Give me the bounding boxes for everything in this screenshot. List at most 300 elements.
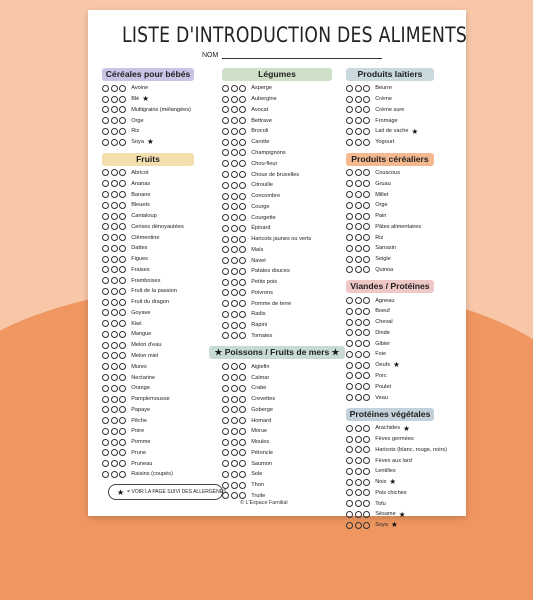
try-checkbox-2[interactable]: [111, 439, 118, 446]
try-checkbox-2[interactable]: [355, 394, 362, 401]
try-checkbox-3[interactable]: [363, 85, 370, 92]
try-checkbox-3[interactable]: [119, 396, 126, 403]
try-checkbox-2[interactable]: [231, 471, 238, 478]
try-checkbox-3[interactable]: [363, 329, 370, 336]
try-checkbox-1[interactable]: [346, 468, 353, 475]
try-checkbox-2[interactable]: [355, 372, 362, 379]
try-checkbox-2[interactable]: [355, 468, 362, 475]
try-checkbox-1[interactable]: [346, 446, 353, 453]
try-checkbox-1[interactable]: [102, 417, 109, 424]
try-checkbox-3[interactable]: [239, 149, 246, 156]
try-checkbox-3[interactable]: [363, 340, 370, 347]
try-checkbox-2[interactable]: [111, 191, 118, 198]
try-checkbox-2[interactable]: [355, 223, 362, 230]
try-checkbox-3[interactable]: [119, 266, 126, 273]
try-checkbox-3[interactable]: [239, 279, 246, 286]
try-checkbox-1[interactable]: [346, 169, 353, 176]
try-checkbox-1[interactable]: [222, 322, 229, 329]
try-checkbox-3[interactable]: [363, 319, 370, 326]
try-checkbox-3[interactable]: [119, 213, 126, 220]
try-checkbox-2[interactable]: [111, 266, 118, 273]
try-checkbox-1[interactable]: [346, 457, 353, 464]
try-checkbox-2[interactable]: [111, 460, 118, 467]
try-checkbox-3[interactable]: [363, 425, 370, 432]
try-checkbox-3[interactable]: [363, 96, 370, 103]
try-checkbox-2[interactable]: [111, 363, 118, 370]
try-checkbox-1[interactable]: [102, 234, 109, 241]
try-checkbox-3[interactable]: [119, 385, 126, 392]
try-checkbox-1[interactable]: [222, 417, 229, 424]
try-checkbox-1[interactable]: [102, 245, 109, 252]
try-checkbox-2[interactable]: [231, 396, 238, 403]
try-checkbox-1[interactable]: [222, 236, 229, 243]
try-checkbox-3[interactable]: [239, 160, 246, 167]
try-checkbox-2[interactable]: [355, 446, 362, 453]
try-checkbox-3[interactable]: [119, 256, 126, 263]
try-checkbox-3[interactable]: [119, 106, 126, 113]
try-checkbox-1[interactable]: [102, 449, 109, 456]
try-checkbox-3[interactable]: [363, 245, 370, 252]
try-checkbox-3[interactable]: [119, 428, 126, 435]
try-checkbox-3[interactable]: [119, 449, 126, 456]
try-checkbox-2[interactable]: [355, 383, 362, 390]
try-checkbox-1[interactable]: [222, 428, 229, 435]
try-checkbox-3[interactable]: [119, 245, 126, 252]
try-checkbox-1[interactable]: [346, 234, 353, 241]
try-checkbox-3[interactable]: [119, 180, 126, 187]
try-checkbox-2[interactable]: [111, 299, 118, 306]
try-checkbox-3[interactable]: [119, 202, 126, 209]
try-checkbox-1[interactable]: [102, 460, 109, 467]
try-checkbox-3[interactable]: [119, 406, 126, 413]
try-checkbox-3[interactable]: [239, 214, 246, 221]
try-checkbox-2[interactable]: [355, 234, 362, 241]
try-checkbox-1[interactable]: [222, 225, 229, 232]
try-checkbox-3[interactable]: [119, 117, 126, 124]
try-checkbox-2[interactable]: [111, 385, 118, 392]
try-checkbox-1[interactable]: [222, 160, 229, 167]
try-checkbox-2[interactable]: [231, 279, 238, 286]
try-checkbox-2[interactable]: [355, 425, 362, 432]
try-checkbox-2[interactable]: [231, 322, 238, 329]
try-checkbox-1[interactable]: [222, 396, 229, 403]
try-checkbox-3[interactable]: [363, 213, 370, 220]
try-checkbox-1[interactable]: [102, 374, 109, 381]
try-checkbox-2[interactable]: [111, 352, 118, 359]
try-checkbox-1[interactable]: [346, 500, 353, 507]
try-checkbox-1[interactable]: [102, 352, 109, 359]
try-checkbox-3[interactable]: [363, 362, 370, 369]
try-checkbox-1[interactable]: [346, 85, 353, 92]
try-checkbox-2[interactable]: [231, 385, 238, 392]
try-checkbox-1[interactable]: [222, 460, 229, 467]
try-checkbox-3[interactable]: [119, 309, 126, 316]
try-checkbox-1[interactable]: [102, 309, 109, 316]
try-checkbox-3[interactable]: [119, 169, 126, 176]
try-checkbox-1[interactable]: [346, 308, 353, 315]
try-checkbox-2[interactable]: [355, 329, 362, 336]
try-checkbox-1[interactable]: [222, 268, 229, 275]
try-checkbox-1[interactable]: [222, 449, 229, 456]
try-checkbox-1[interactable]: [222, 332, 229, 339]
try-checkbox-3[interactable]: [363, 468, 370, 475]
try-checkbox-3[interactable]: [239, 471, 246, 478]
try-checkbox-3[interactable]: [119, 320, 126, 327]
try-checkbox-2[interactable]: [111, 320, 118, 327]
try-checkbox-3[interactable]: [239, 106, 246, 113]
try-checkbox-1[interactable]: [346, 180, 353, 187]
try-checkbox-3[interactable]: [239, 428, 246, 435]
try-checkbox-2[interactable]: [231, 117, 238, 124]
try-checkbox-3[interactable]: [363, 202, 370, 209]
try-checkbox-3[interactable]: [363, 383, 370, 390]
try-checkbox-3[interactable]: [239, 289, 246, 296]
try-checkbox-2[interactable]: [355, 266, 362, 273]
try-checkbox-2[interactable]: [111, 106, 118, 113]
try-checkbox-1[interactable]: [102, 139, 109, 146]
try-checkbox-3[interactable]: [363, 489, 370, 496]
try-checkbox-2[interactable]: [231, 428, 238, 435]
try-checkbox-2[interactable]: [111, 180, 118, 187]
try-checkbox-3[interactable]: [363, 180, 370, 187]
try-checkbox-2[interactable]: [231, 406, 238, 413]
try-checkbox-2[interactable]: [111, 288, 118, 295]
try-checkbox-2[interactable]: [111, 417, 118, 424]
try-checkbox-2[interactable]: [231, 225, 238, 232]
try-checkbox-2[interactable]: [355, 106, 362, 113]
try-checkbox-3[interactable]: [239, 300, 246, 307]
try-checkbox-1[interactable]: [222, 182, 229, 189]
try-checkbox-2[interactable]: [355, 522, 362, 529]
try-checkbox-3[interactable]: [239, 117, 246, 124]
try-checkbox-1[interactable]: [222, 117, 229, 124]
try-checkbox-1[interactable]: [102, 396, 109, 403]
try-checkbox-1[interactable]: [222, 214, 229, 221]
try-checkbox-1[interactable]: [102, 299, 109, 306]
try-checkbox-2[interactable]: [231, 236, 238, 243]
try-checkbox-2[interactable]: [355, 479, 362, 486]
try-checkbox-1[interactable]: [102, 277, 109, 284]
try-checkbox-1[interactable]: [102, 223, 109, 230]
try-checkbox-2[interactable]: [355, 500, 362, 507]
try-checkbox-1[interactable]: [222, 85, 229, 92]
try-checkbox-2[interactable]: [111, 374, 118, 381]
try-checkbox-2[interactable]: [355, 308, 362, 315]
try-checkbox-3[interactable]: [363, 308, 370, 315]
try-checkbox-1[interactable]: [346, 489, 353, 496]
try-checkbox-2[interactable]: [231, 374, 238, 381]
try-checkbox-1[interactable]: [102, 85, 109, 92]
try-checkbox-1[interactable]: [222, 311, 229, 318]
try-checkbox-2[interactable]: [111, 342, 118, 349]
try-checkbox-3[interactable]: [363, 436, 370, 443]
try-checkbox-3[interactable]: [239, 85, 246, 92]
try-checkbox-1[interactable]: [222, 374, 229, 381]
try-checkbox-1[interactable]: [102, 256, 109, 263]
try-checkbox-2[interactable]: [231, 449, 238, 456]
try-checkbox-3[interactable]: [119, 96, 126, 103]
try-checkbox-1[interactable]: [222, 203, 229, 210]
try-checkbox-1[interactable]: [222, 139, 229, 146]
try-checkbox-3[interactable]: [119, 374, 126, 381]
try-checkbox-2[interactable]: [231, 246, 238, 253]
try-checkbox-2[interactable]: [355, 202, 362, 209]
try-checkbox-1[interactable]: [346, 213, 353, 220]
try-checkbox-1[interactable]: [346, 128, 353, 135]
try-checkbox-3[interactable]: [239, 482, 246, 489]
try-checkbox-1[interactable]: [222, 128, 229, 135]
try-checkbox-2[interactable]: [355, 128, 362, 135]
try-checkbox-3[interactable]: [119, 363, 126, 370]
try-checkbox-1[interactable]: [346, 256, 353, 263]
try-checkbox-2[interactable]: [355, 351, 362, 358]
try-checkbox-2[interactable]: [355, 319, 362, 326]
try-checkbox-1[interactable]: [102, 439, 109, 446]
try-checkbox-1[interactable]: [346, 362, 353, 369]
try-checkbox-2[interactable]: [355, 213, 362, 220]
try-checkbox-3[interactable]: [239, 374, 246, 381]
try-checkbox-2[interactable]: [231, 182, 238, 189]
try-checkbox-2[interactable]: [231, 417, 238, 424]
try-checkbox-3[interactable]: [119, 223, 126, 230]
try-checkbox-3[interactable]: [239, 385, 246, 392]
try-checkbox-1[interactable]: [222, 406, 229, 413]
try-checkbox-1[interactable]: [346, 479, 353, 486]
try-checkbox-1[interactable]: [102, 106, 109, 113]
try-checkbox-1[interactable]: [102, 169, 109, 176]
try-checkbox-2[interactable]: [111, 396, 118, 403]
try-checkbox-1[interactable]: [102, 128, 109, 135]
try-checkbox-3[interactable]: [239, 492, 246, 499]
try-checkbox-2[interactable]: [355, 169, 362, 176]
try-checkbox-3[interactable]: [239, 311, 246, 318]
try-checkbox-3[interactable]: [239, 460, 246, 467]
try-checkbox-3[interactable]: [363, 266, 370, 273]
try-checkbox-2[interactable]: [355, 340, 362, 347]
try-checkbox-2[interactable]: [355, 85, 362, 92]
try-checkbox-3[interactable]: [239, 96, 246, 103]
try-checkbox-2[interactable]: [355, 362, 362, 369]
try-checkbox-2[interactable]: [111, 428, 118, 435]
try-checkbox-3[interactable]: [119, 471, 126, 478]
try-checkbox-2[interactable]: [355, 489, 362, 496]
try-checkbox-3[interactable]: [119, 128, 126, 135]
try-checkbox-3[interactable]: [239, 193, 246, 200]
try-checkbox-3[interactable]: [119, 191, 126, 198]
try-checkbox-3[interactable]: [363, 351, 370, 358]
try-checkbox-1[interactable]: [222, 246, 229, 253]
try-checkbox-3[interactable]: [119, 234, 126, 241]
try-checkbox-2[interactable]: [355, 256, 362, 263]
try-checkbox-3[interactable]: [363, 191, 370, 198]
try-checkbox-2[interactable]: [231, 203, 238, 210]
try-checkbox-2[interactable]: [231, 482, 238, 489]
try-checkbox-1[interactable]: [102, 191, 109, 198]
try-checkbox-2[interactable]: [231, 439, 238, 446]
try-checkbox-3[interactable]: [363, 223, 370, 230]
try-checkbox-2[interactable]: [355, 139, 362, 146]
try-checkbox-3[interactable]: [363, 256, 370, 263]
try-checkbox-2[interactable]: [231, 85, 238, 92]
try-checkbox-3[interactable]: [363, 446, 370, 453]
try-checkbox-1[interactable]: [102, 96, 109, 103]
try-checkbox-2[interactable]: [231, 257, 238, 264]
try-checkbox-2[interactable]: [231, 268, 238, 275]
try-checkbox-1[interactable]: [346, 223, 353, 230]
try-checkbox-2[interactable]: [355, 180, 362, 187]
try-checkbox-1[interactable]: [346, 522, 353, 529]
try-checkbox-1[interactable]: [102, 266, 109, 273]
try-checkbox-1[interactable]: [222, 96, 229, 103]
try-checkbox-3[interactable]: [363, 297, 370, 304]
try-checkbox-3[interactable]: [239, 182, 246, 189]
try-checkbox-1[interactable]: [102, 471, 109, 478]
try-checkbox-3[interactable]: [119, 460, 126, 467]
try-checkbox-2[interactable]: [355, 457, 362, 464]
try-checkbox-3[interactable]: [363, 372, 370, 379]
try-checkbox-1[interactable]: [102, 202, 109, 209]
try-checkbox-2[interactable]: [231, 300, 238, 307]
try-checkbox-2[interactable]: [111, 117, 118, 124]
try-checkbox-2[interactable]: [111, 331, 118, 338]
try-checkbox-1[interactable]: [346, 351, 353, 358]
try-checkbox-3[interactable]: [363, 511, 370, 518]
try-checkbox-3[interactable]: [239, 171, 246, 178]
try-checkbox-1[interactable]: [222, 279, 229, 286]
try-checkbox-3[interactable]: [239, 139, 246, 146]
try-checkbox-1[interactable]: [346, 329, 353, 336]
try-checkbox-2[interactable]: [355, 297, 362, 304]
try-checkbox-2[interactable]: [231, 149, 238, 156]
try-checkbox-2[interactable]: [231, 363, 238, 370]
try-checkbox-3[interactable]: [363, 479, 370, 486]
try-checkbox-1[interactable]: [222, 193, 229, 200]
try-checkbox-2[interactable]: [231, 193, 238, 200]
try-checkbox-1[interactable]: [346, 245, 353, 252]
try-checkbox-2[interactable]: [111, 223, 118, 230]
try-checkbox-2[interactable]: [111, 169, 118, 176]
try-checkbox-2[interactable]: [111, 139, 118, 146]
try-checkbox-1[interactable]: [222, 482, 229, 489]
try-checkbox-3[interactable]: [239, 322, 246, 329]
try-checkbox-2[interactable]: [231, 139, 238, 146]
try-checkbox-2[interactable]: [355, 96, 362, 103]
try-checkbox-2[interactable]: [111, 202, 118, 209]
try-checkbox-1[interactable]: [102, 180, 109, 187]
try-checkbox-2[interactable]: [355, 436, 362, 443]
try-checkbox-2[interactable]: [231, 460, 238, 467]
try-checkbox-3[interactable]: [363, 522, 370, 529]
try-checkbox-2[interactable]: [231, 492, 238, 499]
try-checkbox-1[interactable]: [346, 266, 353, 273]
try-checkbox-1[interactable]: [222, 106, 229, 113]
try-checkbox-3[interactable]: [239, 439, 246, 446]
try-checkbox-3[interactable]: [119, 299, 126, 306]
try-checkbox-2[interactable]: [355, 191, 362, 198]
try-checkbox-2[interactable]: [111, 85, 118, 92]
try-checkbox-3[interactable]: [119, 439, 126, 446]
try-checkbox-1[interactable]: [102, 288, 109, 295]
try-checkbox-3[interactable]: [119, 139, 126, 146]
try-checkbox-1[interactable]: [346, 191, 353, 198]
try-checkbox-1[interactable]: [222, 363, 229, 370]
try-checkbox-2[interactable]: [231, 289, 238, 296]
try-checkbox-1[interactable]: [346, 372, 353, 379]
try-checkbox-3[interactable]: [119, 277, 126, 284]
try-checkbox-3[interactable]: [363, 117, 370, 124]
try-checkbox-1[interactable]: [102, 213, 109, 220]
try-checkbox-1[interactable]: [102, 342, 109, 349]
try-checkbox-3[interactable]: [119, 288, 126, 295]
try-checkbox-3[interactable]: [239, 363, 246, 370]
try-checkbox-2[interactable]: [111, 96, 118, 103]
try-checkbox-2[interactable]: [355, 245, 362, 252]
try-checkbox-1[interactable]: [346, 106, 353, 113]
try-checkbox-1[interactable]: [102, 428, 109, 435]
try-checkbox-3[interactable]: [239, 268, 246, 275]
try-checkbox-1[interactable]: [346, 511, 353, 518]
try-checkbox-1[interactable]: [346, 383, 353, 390]
try-checkbox-1[interactable]: [222, 439, 229, 446]
try-checkbox-2[interactable]: [111, 277, 118, 284]
try-checkbox-3[interactable]: [363, 500, 370, 507]
try-checkbox-2[interactable]: [111, 406, 118, 413]
try-checkbox-1[interactable]: [222, 149, 229, 156]
try-checkbox-3[interactable]: [119, 352, 126, 359]
try-checkbox-1[interactable]: [346, 425, 353, 432]
try-checkbox-3[interactable]: [239, 203, 246, 210]
try-checkbox-1[interactable]: [222, 257, 229, 264]
try-checkbox-1[interactable]: [102, 363, 109, 370]
try-checkbox-2[interactable]: [231, 311, 238, 318]
try-checkbox-3[interactable]: [119, 331, 126, 338]
try-checkbox-2[interactable]: [355, 511, 362, 518]
try-checkbox-1[interactable]: [102, 385, 109, 392]
try-checkbox-3[interactable]: [239, 246, 246, 253]
try-checkbox-2[interactable]: [231, 171, 238, 178]
try-checkbox-1[interactable]: [222, 471, 229, 478]
try-checkbox-3[interactable]: [363, 139, 370, 146]
try-checkbox-3[interactable]: [363, 457, 370, 464]
try-checkbox-1[interactable]: [222, 385, 229, 392]
try-checkbox-2[interactable]: [111, 213, 118, 220]
try-checkbox-1[interactable]: [346, 202, 353, 209]
try-checkbox-3[interactable]: [239, 396, 246, 403]
try-checkbox-3[interactable]: [119, 85, 126, 92]
try-checkbox-2[interactable]: [355, 117, 362, 124]
try-checkbox-2[interactable]: [231, 160, 238, 167]
try-checkbox-3[interactable]: [363, 128, 370, 135]
try-checkbox-2[interactable]: [231, 96, 238, 103]
try-checkbox-2[interactable]: [231, 214, 238, 221]
try-checkbox-1[interactable]: [102, 331, 109, 338]
try-checkbox-1[interactable]: [222, 171, 229, 178]
try-checkbox-2[interactable]: [111, 309, 118, 316]
try-checkbox-3[interactable]: [363, 234, 370, 241]
try-checkbox-3[interactable]: [239, 257, 246, 264]
try-checkbox-3[interactable]: [239, 406, 246, 413]
try-checkbox-2[interactable]: [111, 256, 118, 263]
try-checkbox-3[interactable]: [239, 225, 246, 232]
try-checkbox-2[interactable]: [111, 234, 118, 241]
try-checkbox-1[interactable]: [102, 406, 109, 413]
try-checkbox-2[interactable]: [231, 106, 238, 113]
try-checkbox-3[interactable]: [119, 342, 126, 349]
try-checkbox-3[interactable]: [239, 236, 246, 243]
try-checkbox-2[interactable]: [111, 471, 118, 478]
try-checkbox-2[interactable]: [111, 245, 118, 252]
try-checkbox-2[interactable]: [111, 128, 118, 135]
